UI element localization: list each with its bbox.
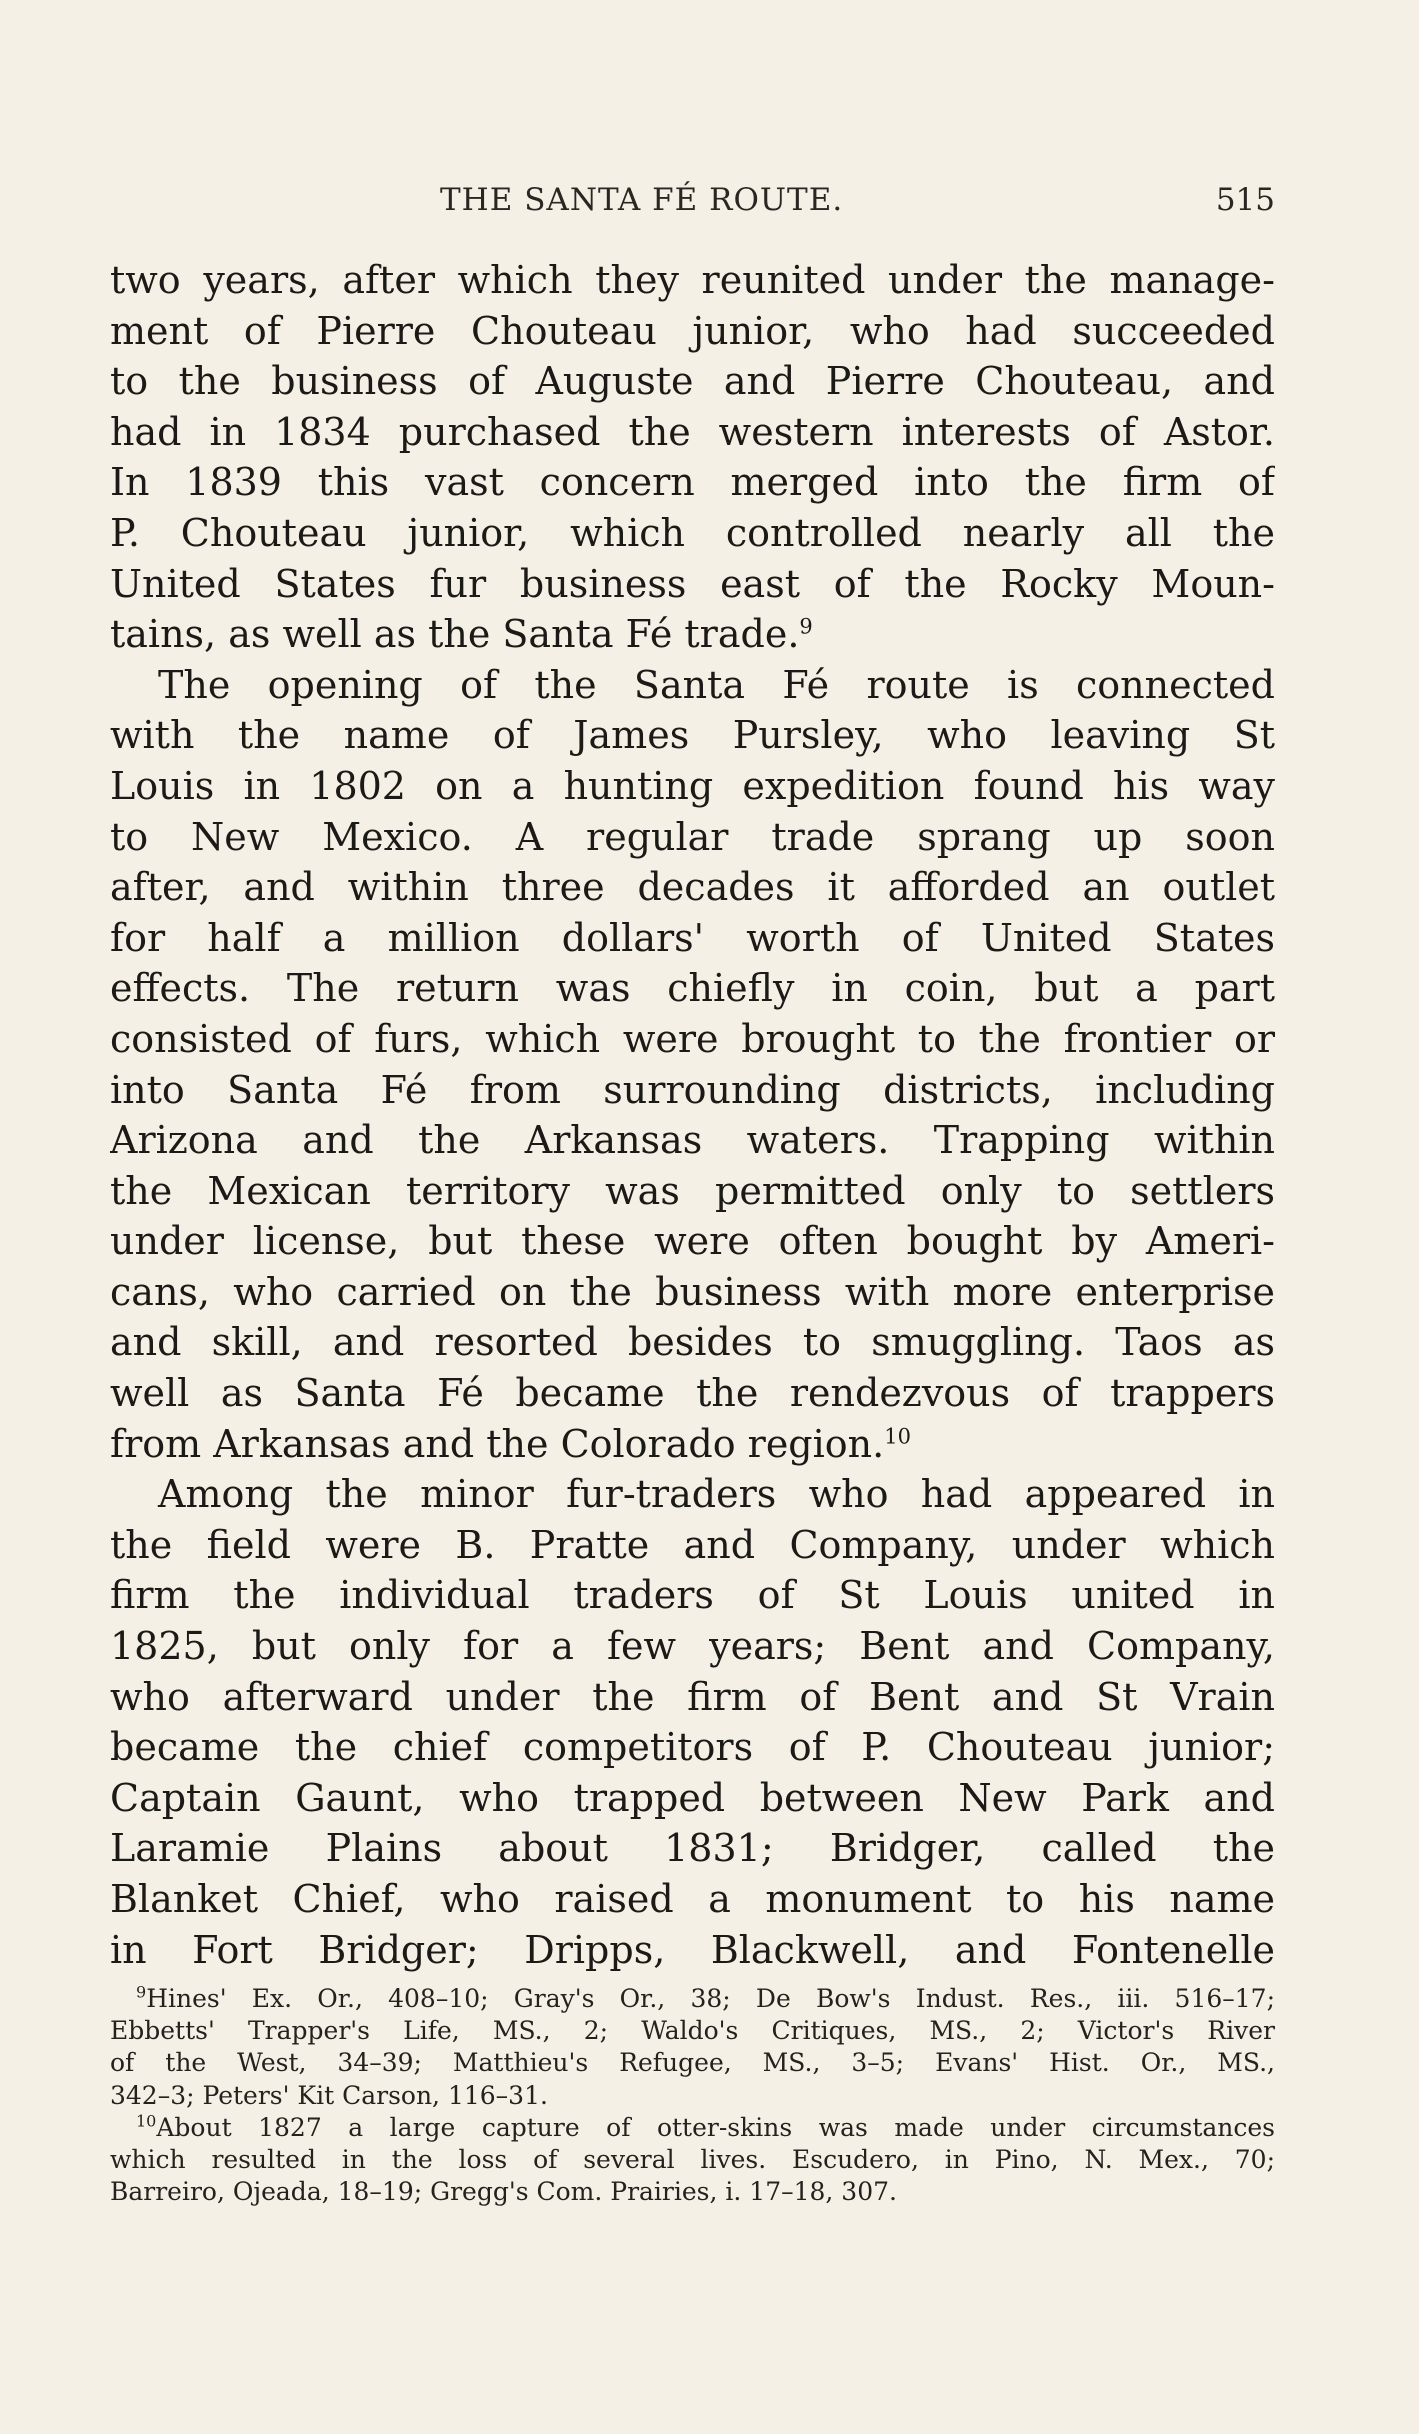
body-line: well as Santa Fé became the rendezvous of trappers [110,1371,1275,1416]
body-line: Arizona and the Arkansas waters. Trapping within [110,1118,1275,1163]
body-text [110,255,1275,1975]
footnote-text: Hines' Ex. Or., 408–10; Gray's Or., 38; De Bow's Indust. Res., iii. 516–17; [146,1984,1275,2013]
footnote-line: Ebbetts' Trapper's Life, MS., 2; Waldo's Critiques, MS., 2; Victor's River [110,2016,1275,2046]
body-line: for half a million dollars' worth of United States [110,915,1275,960]
footnote-text: About 1827 a large capture of otter-skins was made under circumstances [156,2112,1275,2142]
body-line: to the business of Auguste and Pierre Chouteau, and [110,359,1275,404]
footnotes [110,1983,1275,2208]
footnote-line: 342–3; Peters' Kit Carson, 116–31. [110,2080,548,2110]
body-line: into Santa Fé from surrounding districts, including [110,1067,1275,1112]
running-head [110,182,1275,232]
body-line: became the chief competitors of P. Chouteau junior; [110,1725,1275,1770]
footnote-first-line [110,2112,1275,2144]
body-line-text: tains, as well as the Santa Fé trade. [110,612,800,657]
body-line: two years, after which they reunited under the manage- [110,258,1275,302]
paragraph-first-line: The opening of the Santa Fé route is connected [158,662,1275,707]
body-line-text: from Arkansas and the Colorado region. [110,1421,885,1466]
footnote-marker: 10 [136,2111,157,2131]
body-line: Laramie Plains about 1831; Bridger, called the [110,1826,1275,1871]
body-line: In 1839 this vast concern merged into the firm of [110,460,1275,505]
body-line: United States fur business east of the Rocky Moun- [110,561,1275,606]
body-line: Blanket Chief, who raised a monument to his name [110,1877,1275,1921]
body-line: the field were B. Pratte and Company, under which [110,1522,1275,1567]
body-line: after, and within three decades it afforded an outlet [110,865,1275,910]
paragraph-first-line: Among the minor fur-traders who had appeared in [158,1472,1275,1517]
body-line: and skill, and resorted besides to smuggling. Taos as [110,1320,1275,1365]
body-line: Louis in 1802 on a hunting expedition found his way [110,763,1275,808]
footnote-first-line [110,1983,1275,2015]
body-line: firm the individual traders of St Louis united in [110,1573,1275,1618]
footnote-line: Barreiro, Ojeada, 18–19; Gregg's Com. Prairies, i. 17–18, 307. [110,2177,897,2207]
body-line: effects. The return was chiefly in coin, but a part [110,966,1275,1011]
footnote-line: of the West, 34–39; Matthieu's Refugee, MS., 3–5; Evans' Hist. Or., MS., [110,2048,1275,2078]
body-line: to New Mexico. A regular trade sprang up soon [110,814,1275,859]
page-number: 515 [1215,182,1275,218]
body-line: Captain Gaunt, who trapped between New Park and [110,1775,1275,1820]
body-line: consisted of furs, which were brought to the frontier or [110,1016,1275,1061]
footnote-reference: 9 [799,614,813,639]
footnote-reference: 10 [884,1424,911,1448]
body-line: the Mexican territory was permitted only to settlers [110,1168,1275,1213]
body-line: P. Chouteau junior, which controlled nearly all the [110,510,1275,555]
body-line: cans, who carried on the business with more enterprise [110,1269,1275,1314]
running-title: THE SANTA FÉ ROUTE. [440,182,844,218]
body-line: who afterward under the firm of Bent and St Vrain [110,1674,1275,1719]
footnote-line: which resulted in the loss of several lives. Escudero, in Pino, N. Mex., 70; [110,2144,1275,2174]
body-line: with the name of James Pursley, who leaving St [110,713,1275,758]
body-line: had in 1834 purchased the western interests of Astor. [110,409,1275,454]
body-line: in Fort Bridger; Dripps, Blackwell, and Fontenelle [110,1927,1275,1972]
body-line: under license, but these were often bought by Ameri- [110,1219,1275,1264]
body-line [110,609,1275,660]
body-line: 1825, but only for a few years; Bent and Company, [110,1624,1275,1669]
body-line [110,1419,1275,1470]
footnote-marker: 9 [136,1983,147,2002]
body-line: ment of Pierre Chouteau junior, who had succeeded [110,308,1275,353]
